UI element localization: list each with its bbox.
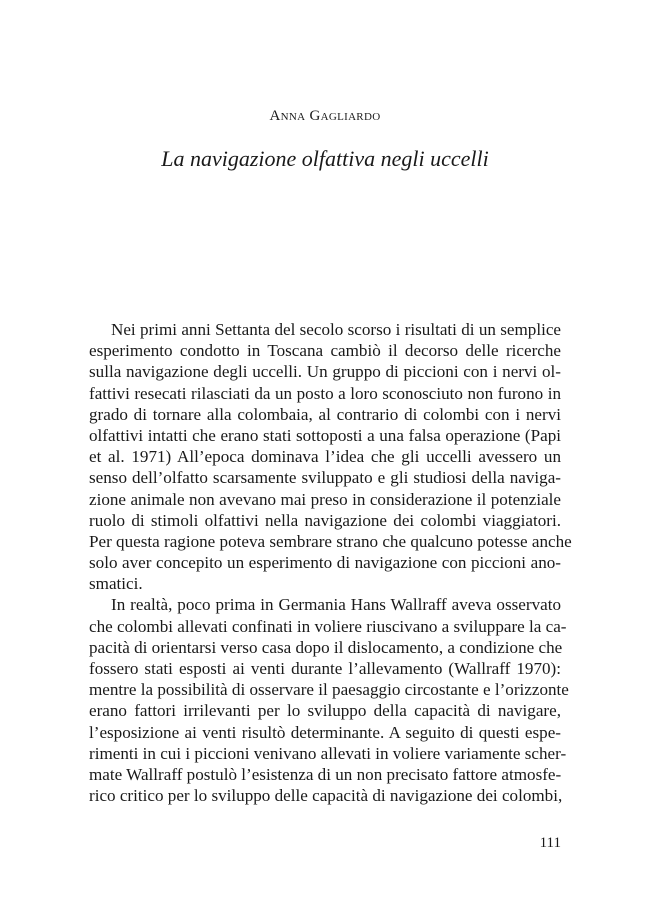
text-line: fattivi resecati rilasciati da un posto a loro sconosciuto non furono in	[89, 383, 561, 403]
paragraph	[89, 319, 572, 594]
text-line: In realtà, poco prima in Germania Hans Wallraff aveva osservato	[111, 595, 561, 615]
text-line: pacità di orientarsi verso casa dopo il dislocamento, a condizione che	[89, 637, 563, 657]
text-line: rico critico per lo sviluppo delle capacità di navigazione dei colombi,	[89, 786, 563, 806]
text-line: grado di tornare alla colombaia, al contrario di colombi con i nervi	[89, 404, 561, 424]
text-line: smatici.	[89, 574, 143, 594]
text-line: erano fattori irrilevanti per lo sviluppo della capacità di navigare,	[89, 701, 561, 721]
text-line: rimenti in cui i piccioni venivano allevati in voliere variamente scher-	[89, 743, 567, 763]
author-name: Anna Gagliardo	[269, 108, 381, 124]
paragraph	[89, 594, 569, 806]
text-line: olfattivi intatti che erano stati sottoposti a una falsa operazione (Papi	[89, 425, 561, 445]
text-line: che colombi allevati confinati in voliere riuscivano a sviluppare la ca-	[89, 616, 567, 636]
text-line: Nei primi anni Settanta del secolo scorso i risultati di un semplice	[111, 320, 561, 339]
text-line: mentre la possibilità di osservare il paesaggio circostante e l’orizzonte	[89, 680, 569, 700]
text-line: solo aver concepito un esperimento di navigazione con piccioni ano-	[89, 553, 561, 573]
text-line: zione animale non avevano mai preso in considerazione il potenziale	[89, 489, 561, 509]
page-number: 111	[539, 835, 561, 851]
text-line: mate Wallraff postulò l’esistenza di un non precisato fattore atmosfe-	[89, 764, 562, 784]
chapter-title: La navigazione olfattiva negli uccelli	[161, 146, 489, 171]
text-line: et al. 1971) All’epoca dominava l’idea che gli uccelli avessero un	[89, 447, 561, 467]
text-line: fossero stati esposti ai venti durante l’allevamento (Wallraff 1970):	[89, 659, 561, 678]
text-line: senso dell’olfatto scarsamente sviluppato e gli studiosi della naviga-	[89, 468, 561, 488]
text-line: Per questa ragione poteva sembrare strano che qualcuno potesse anche	[89, 531, 572, 551]
body-text	[89, 319, 572, 806]
text-line: l’esposizione ai venti risultò determinante. A seguito di questi espe-	[89, 722, 561, 742]
text-line: sulla navigazione degli uccelli. Un gruppo di piccioni con i nervi ol-	[89, 362, 561, 382]
text-line: esperimento condotto in Toscana cambiò il decorso delle ricerche	[89, 341, 561, 361]
text-line: ruolo di stimoli olfattivi nella navigazione dei colombi viaggiatori.	[89, 510, 561, 530]
